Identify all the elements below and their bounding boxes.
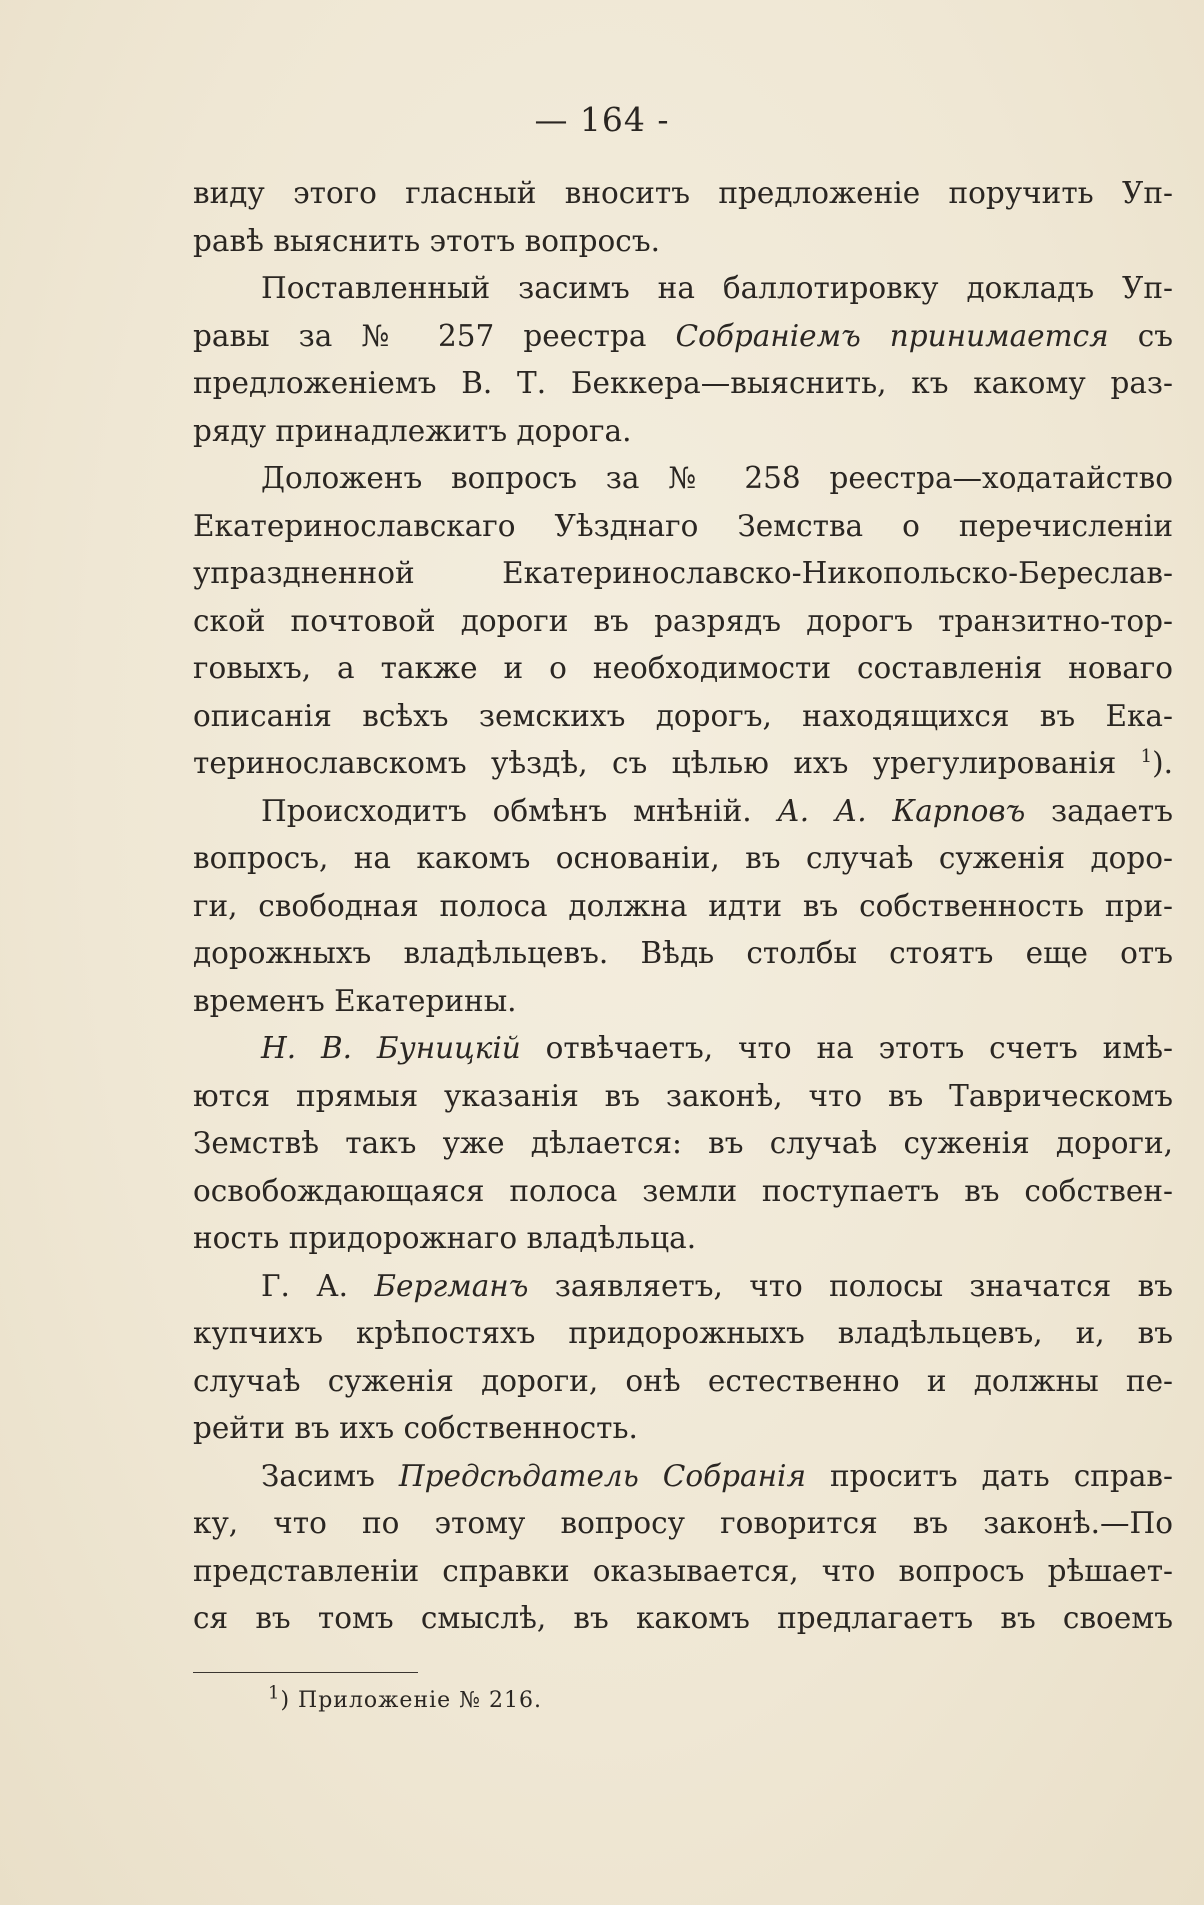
speaker-name: А. А. Карповъ bbox=[777, 793, 1026, 828]
text-line: Поставленный засимъ на баллотировку докладъ Уп- bbox=[261, 271, 1173, 305]
text-run: ). bbox=[1152, 746, 1173, 780]
footnote bbox=[268, 1682, 542, 1713]
text-line: дорожныхъ владѣльцевъ. Вѣдь столбы стоятъ еще отъ bbox=[193, 936, 1173, 970]
footnote-divider bbox=[193, 1672, 418, 1673]
text-line: освобождающаяся полоса земли поступаетъ въ собствен- bbox=[193, 1173, 1173, 1208]
italic-phrase: Собранiемъ принимается bbox=[675, 318, 1109, 353]
text-run: теринославскомъ уѣздѣ, съ цѣлью ихъ урегулированiя bbox=[193, 746, 1117, 780]
text-line: Земствѣ такъ уже дѣлается: въ случаѣ суженiя дороги, bbox=[193, 1126, 1173, 1160]
text-line: вопросъ, на какомъ основанiи, въ случаѣ суженiя доро- bbox=[193, 841, 1173, 875]
text-line: равѣ выяснить этотъ вопросъ. bbox=[193, 223, 660, 258]
text-line: Доложенъ вопросъ за № 258 реестра—ходатайство bbox=[261, 461, 1173, 495]
text-line: представленiи справки оказывается, что вопросъ рѣшает- bbox=[193, 1553, 1173, 1588]
text-line bbox=[193, 740, 1173, 788]
text-line: ся въ томъ смыслѣ, въ какомъ предлагаетъ въ своемъ bbox=[193, 1601, 1173, 1635]
speaker-name: Предсѣдатель Собранiя bbox=[398, 1458, 806, 1493]
text-run: заявляетъ, что полосы значатся въ bbox=[528, 1268, 1173, 1303]
speaker-name: Бергманъ bbox=[374, 1268, 529, 1303]
text-line: купчихъ крѣпостяхъ придорожныхъ владѣльцевъ, и, въ bbox=[193, 1316, 1173, 1350]
text-line bbox=[193, 1025, 1173, 1073]
page-number: — 164 - bbox=[534, 100, 670, 139]
text-line: случаѣ суженiя дороги, онѣ естественно и должны пе- bbox=[193, 1363, 1173, 1398]
text-line: ность придорожнаго владѣльца. bbox=[193, 1221, 697, 1255]
text-line: ку, что по этому вопросу говорится въ законѣ.—По bbox=[193, 1506, 1173, 1540]
text-run: Г. А. bbox=[261, 1268, 375, 1303]
text-run: проситъ дать справ- bbox=[806, 1458, 1173, 1493]
text-run: равы за № 257 реестра bbox=[193, 318, 676, 353]
footnote-reference: 1 bbox=[1140, 746, 1153, 768]
text-run: отвѣчаетъ, что на этотъ счетъ имѣ- bbox=[520, 1031, 1173, 1065]
text-line: ряду принадлежитъ дорога. bbox=[193, 413, 632, 448]
text-line bbox=[193, 313, 1173, 361]
speaker-name: Н. В. Буницкiй bbox=[261, 1031, 521, 1065]
footnote-text: ) Приложенiе № 216. bbox=[280, 1688, 542, 1713]
text-line: описанiя всѣхъ земскихъ дорогъ, находящихся въ Ека- bbox=[193, 698, 1173, 733]
text-line: упраздненной Екатеринославско-Никопольско-Береслав- bbox=[193, 556, 1173, 590]
footnote-marker: 1 bbox=[268, 1682, 281, 1704]
text-run: съ bbox=[1108, 318, 1173, 353]
text-line: ги, свободная полоса должна идти въ собственность при- bbox=[193, 888, 1173, 923]
text-line: виду этого гласный вноситъ предложенiе поручить Уп- bbox=[193, 176, 1173, 210]
text-line bbox=[193, 788, 1173, 836]
text-line: Екатеринославскаго Уѣзднаго Земства о перечисленiи bbox=[193, 508, 1173, 543]
text-line bbox=[193, 1453, 1173, 1501]
text-line: ются прямыя указанiя въ законѣ, что въ Таврическомъ bbox=[193, 1078, 1173, 1113]
text-line: временъ Екатерины. bbox=[193, 983, 517, 1018]
text-line: говыхъ, а также и о необходимости составленiя новаго bbox=[193, 651, 1173, 685]
text-line: рейти въ ихъ собственность. bbox=[193, 1411, 638, 1445]
text-line: ской почтовой дороги въ разрядъ дорогъ транзитно-тор- bbox=[193, 603, 1173, 638]
text-line bbox=[193, 1263, 1173, 1311]
text-line: предложенiемъ В. Т. Беккера—выяснить, къ какому раз- bbox=[193, 366, 1173, 400]
main-text bbox=[193, 170, 1173, 1643]
text-run: Происходитъ обмѣнъ мнѣнiй. bbox=[261, 793, 778, 828]
text-run: Засимъ bbox=[261, 1458, 399, 1493]
text-run: задаетъ bbox=[1025, 793, 1173, 828]
